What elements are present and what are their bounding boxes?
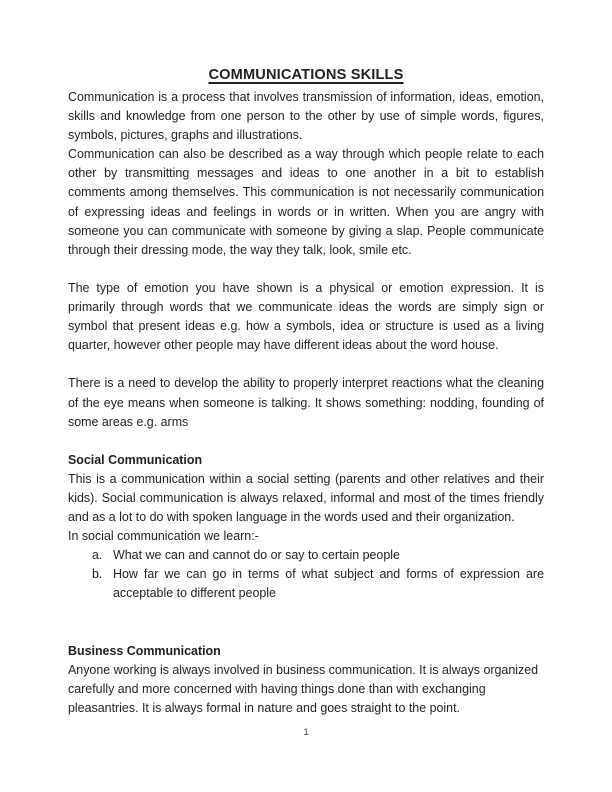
paragraph-communication-description: Communication can also be described as a way through which people relate to each other by transmitting messages and ideas to one another in a bit to establish comments among themselves. This communication is not necessarily communication of expressing ideas and feelings in words or in written. When you are angry with someone you can communicate with someone by giving a slap. People communicate through their dressing mode, the way they talk, look, smile etc. bbox=[68, 147, 544, 257]
paragraph-social-communication: This is a communication within a social setting (parents and other relatives and their kids). Social communication is always relaxed, informal and most of the times friendly and as a lot to do with spoken language in the words used and their organization. bbox=[68, 471, 544, 525]
paragraph-spacer bbox=[68, 355, 544, 374]
page-title bbox=[68, 66, 544, 85]
list-item bbox=[68, 546, 544, 565]
paragraph-business-communication: Anyone working is always involved in business communication. It is always organized carefully and more concerned with having things done than with exchanging pleasantries. It is always formal in nature and goes straight to the point. bbox=[68, 662, 539, 715]
paragraph-interpret-reactions: There is a need to develop the ability to properly interpret reactions what the cleaning of the eye means when someone is talking. It shows something: nodding, founding of some areas e.g. arms bbox=[68, 376, 544, 429]
page-number: 1 bbox=[303, 727, 309, 738]
document-body bbox=[68, 66, 544, 718]
heading-business-communication: Business Communication bbox=[68, 643, 221, 658]
list-item-label: How far we can go in terms of what subject and forms of expression are acceptable to different people bbox=[113, 567, 544, 601]
paragraph-spacer bbox=[68, 623, 544, 642]
page-title-text: COMMUNICATIONS SKILLS bbox=[208, 67, 404, 83]
paragraph-spacer bbox=[68, 432, 544, 451]
paragraph-list-intro: In social communication we learn:- bbox=[68, 529, 259, 544]
list-item bbox=[68, 565, 544, 603]
list-item-marker: a. bbox=[92, 548, 103, 563]
paragraph-intro-definition: Communication is a process that involves transmission of information, ideas, emotion, skills and knowledge from one person to the other by use of simple words, figures, symbols, pictures, graphs and illustrations. bbox=[68, 90, 544, 143]
paragraph-spacer bbox=[68, 260, 544, 279]
social-communication-list bbox=[68, 546, 544, 603]
paragraph-spacer bbox=[68, 604, 544, 623]
list-item-marker: b. bbox=[92, 567, 103, 582]
heading-social-communication: Social Communication bbox=[68, 452, 203, 467]
list-item-label: What we can and cannot do or say to certain people bbox=[113, 548, 400, 563]
paragraph-emotion-expression: The type of emotion you have shown is a physical or emotion expression. It is primarily through words that we communicate ideas the words are simply sign or symbol that present ideas e.g. how a symbols, idea or structure is used as a living quarter, however other people may have different ideas about the word house. bbox=[68, 280, 544, 353]
